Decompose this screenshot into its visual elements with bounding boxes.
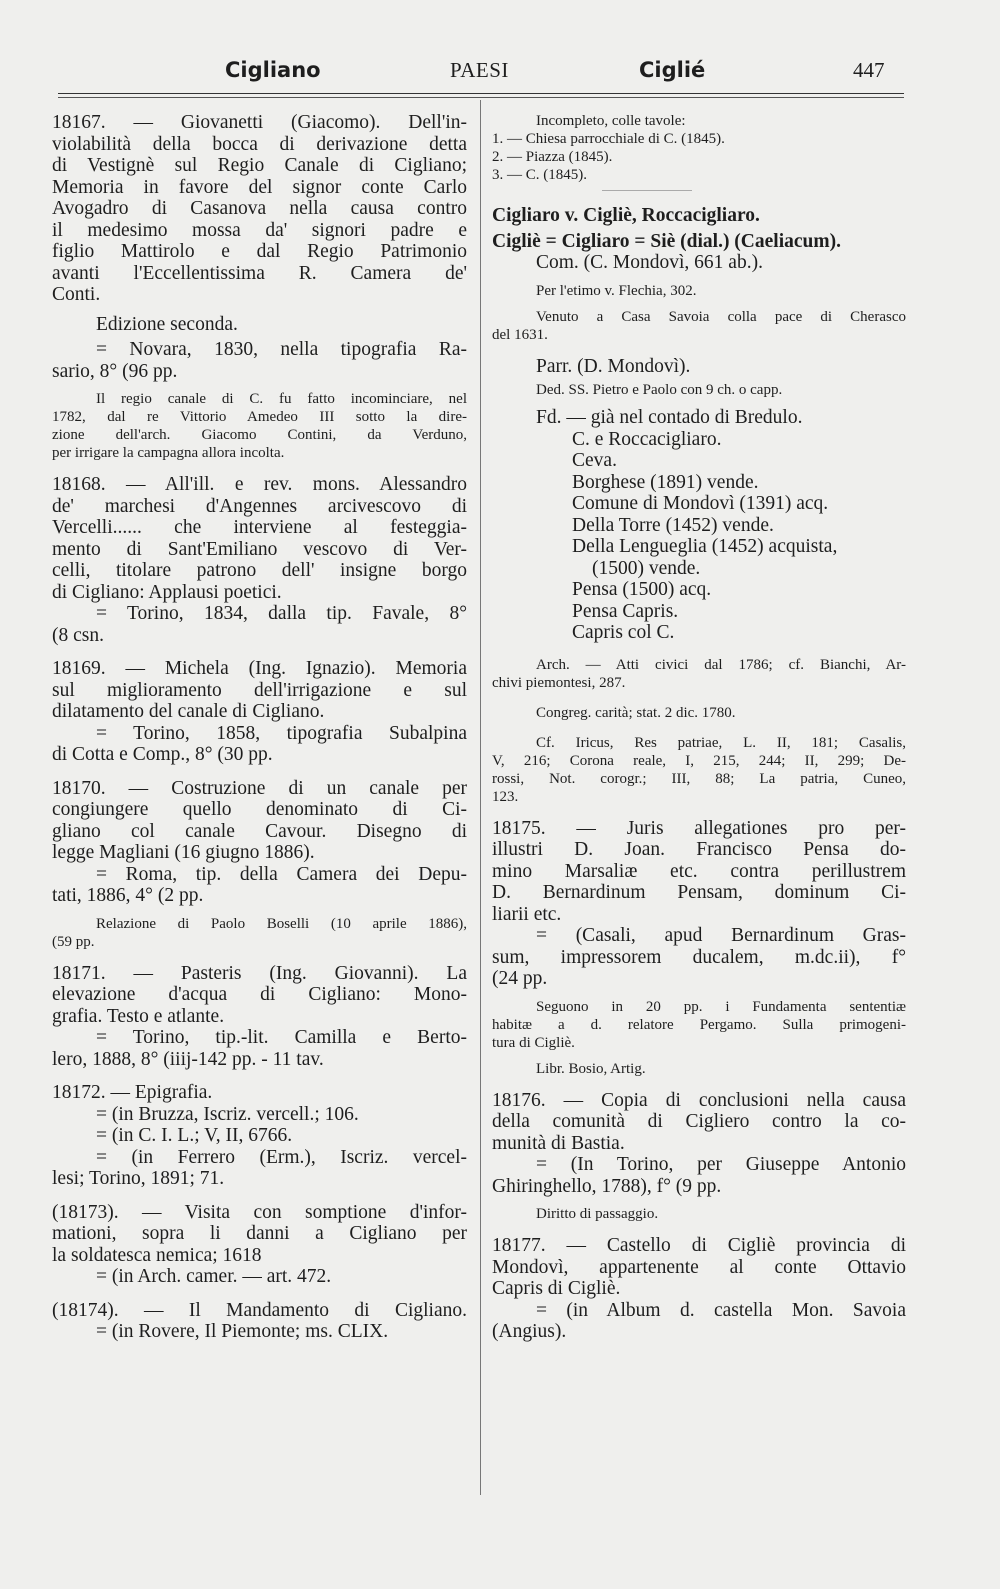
imprint-line: = (Casali, apud Bernardinum Gras- — [536, 925, 906, 946]
entry-text — [52, 112, 467, 306]
edition-line: Edizione seconda. — [96, 313, 238, 335]
page-number: 447 — [853, 58, 885, 82]
text-line: di Cigliano: Applausi poetici. — [52, 581, 282, 603]
header-center-title: PAESI — [450, 58, 509, 82]
ref-line: = (in Ferrero (Erm.), Iscriz. vercel- — [96, 1146, 467, 1168]
header-rule — [58, 93, 904, 94]
note-line: del 1631. — [492, 326, 548, 343]
etymology-note: Per l'etimo v. Flechia, 302. — [536, 282, 697, 299]
note-line: 1782, dal re Vittorio Amedeo III sotto la dire- — [52, 409, 467, 425]
history-note — [492, 308, 906, 344]
text-line: 18175. — Juris allegationes pro per- — [492, 817, 906, 839]
feud-section — [492, 407, 906, 644]
text-line: Mondovì, appartenente al conte Ottavio — [492, 1256, 906, 1278]
note-line: Relazione di Paolo Boselli (10 aprile 1886), — [96, 915, 467, 932]
entry-18177 — [492, 1235, 906, 1343]
note-line: Incompleto, colle tavole: — [536, 113, 686, 129]
note-line: tura di Cigliè. — [492, 1034, 575, 1051]
note-line: Il regio canale di C. fu fatto incominciare, nel — [96, 391, 467, 407]
note-line: Arch. — Atti civici dal 1786; cf. Bianchi, Ar- — [536, 656, 906, 673]
entry-18170 — [52, 778, 467, 951]
text-line: Avogadro di Casanova nella causa contro — [52, 198, 467, 219]
text-line: liarii etc. — [492, 903, 562, 925]
imprint-line: = (in Arch. camer. — art. 472. — [96, 1266, 332, 1287]
imprint-line: (24 pp. — [492, 968, 548, 989]
text-line: 18170. — Costruzione di un canale per — [52, 777, 467, 799]
imprint-line: = Torino, 1858, tipografia Subalpina — [96, 722, 467, 744]
note-line: 2. — Piazza (1845). — [492, 149, 613, 165]
note-line: 123. — [492, 788, 519, 805]
archive-note — [492, 656, 906, 692]
feud-holder: (1500) vende. — [592, 557, 701, 579]
text-line: gliano col canale Cavour. Disegno di — [52, 820, 467, 842]
imprint-line: = Torino, tip.-lit. Camilla e Berto- — [96, 1027, 467, 1048]
text-line: avanti l'Eccellentissima R. Camera de' — [52, 262, 467, 284]
entry-18171 — [52, 963, 467, 1071]
text-line: 18171. — Pasteris (Ing. Giovanni). La — [52, 962, 467, 984]
feud-line: Fd. — già nel contado di Bredulo. — [536, 407, 803, 428]
text-line: celli, titolare patrono dell' insigne borgo — [52, 560, 467, 581]
ref-line: lesi; Torino, 1891; 71. — [52, 1168, 225, 1189]
library-note: Libr. Bosio, Artig. — [536, 1060, 646, 1077]
text-line: (18173). — Visita con somptione d'infor- — [52, 1201, 467, 1223]
note-line: zione dell'arch. Giacomo Contini, da Verduno, — [52, 427, 467, 443]
column-divider — [480, 100, 481, 1495]
place-entry-ciglie — [492, 205, 906, 274]
congregation-note: Congreg. carità; stat. 2 dic. 1780. — [536, 704, 736, 721]
commune-line: Com. (C. Mondovì, 661 ab.). — [536, 252, 763, 273]
text-line: mento di Sant'Emiliano vescovo di Ver- — [52, 538, 467, 560]
text-line: munità di Bastia. — [492, 1132, 625, 1154]
text-line: congiungere quello denominato di Ci- — [52, 799, 467, 820]
text-line: dilatamento del canale di Cigliano. — [52, 701, 325, 722]
section-divider — [602, 190, 692, 191]
feud-holder: Pensa Capris. — [572, 600, 679, 622]
feud-holder: C. e Roccacigliaro. — [572, 428, 722, 450]
text-line: mino Marsaliæ etc. contra perillustrem — [492, 860, 906, 882]
note-line: Seguono in 20 pp. i Fundamenta sententiæ — [536, 998, 906, 1015]
entry-18168 — [52, 474, 467, 646]
text-line: violabilità della bocca di derivazione detta — [52, 133, 467, 155]
running-header — [55, 58, 905, 98]
feud-holder: Borghese (1891) vende. — [572, 471, 759, 493]
dedication-line: Ded. SS. Pietro e Paolo con 9 ch. o capp. — [536, 382, 783, 398]
imprint-line: = (In Torino, per Giuseppe Antonio — [536, 1154, 906, 1175]
header-left-title: Cigliano — [225, 58, 321, 82]
feud-holder: Della Torre (1452) vende. — [572, 514, 774, 536]
imprint-line: lero, 1888, 8° (iiij-142 pp. - 11 tav. — [52, 1048, 324, 1070]
entry-18174 — [52, 1300, 467, 1343]
ref-line: = (in C. I. L.; V, II, 6766. — [96, 1125, 293, 1146]
imprint-line: = Roma, tip. della Camera dei Depu- — [96, 863, 467, 885]
text-line: 18168. — All'ill. e rev. mons. Alessandro — [52, 474, 467, 495]
plates-note — [492, 112, 906, 184]
entry-note — [52, 390, 467, 462]
entry-18172 — [52, 1082, 467, 1190]
imprint-line: (Angius). — [492, 1321, 567, 1342]
note-line: per irrigare la campagna allora incolta. — [52, 445, 285, 461]
note-line: 1. — Chiesa parrocchiale di C. (1845). — [492, 131, 725, 147]
imprint-line: = (in Album d. castella Mon. Savoia — [536, 1299, 906, 1321]
text-line: della comunità di Cigliero contro la co- — [492, 1111, 906, 1132]
note-line: Venuto a Casa Savoia colla pace di Cherasco — [536, 308, 906, 325]
text-line: di Vestignè sul Regio Canale di Cigliano; — [52, 155, 467, 176]
feud-holder: Comune di Mondovì (1391) acq. — [572, 493, 829, 514]
imprint-line: di Cotta e Comp., 8° (30 pp. — [52, 744, 273, 765]
feud-holder: Capris col C. — [572, 622, 675, 643]
header-rule-thin — [58, 97, 904, 98]
text-line: illustri D. Joan. Francisco Pensa do- — [492, 839, 906, 860]
entry-note — [492, 998, 906, 1052]
imprint — [52, 339, 467, 382]
header-right-title: Ciglié — [639, 58, 706, 82]
left-column — [52, 112, 467, 1343]
feud-holder: Pensa (1500) acq. — [572, 579, 712, 600]
entry-18173 — [52, 1202, 467, 1288]
text-line: mationi, sopra li danni a Cigliano per — [52, 1223, 467, 1244]
imprint-line: tati, 1886, 4° (2 pp. — [52, 885, 204, 906]
text-line: Capris di Cigliè. — [492, 1278, 621, 1299]
note-line: Cf. Iricus, Res patriae, L. II, 181; Casalis, — [536, 734, 906, 751]
text-line: grafia. Testo e atlante. — [52, 1005, 225, 1027]
text-line: Memoria in favore del signor conte Carlo — [52, 176, 467, 198]
text-line: 18172. — Epigrafia. — [52, 1082, 213, 1103]
entry-18176 — [492, 1090, 906, 1224]
entry-18167 — [52, 112, 467, 462]
feud-holder: Della Lengueglia (1452) acquista, — [572, 536, 838, 557]
place-heading: Cigliè = Cigliaro = Siè (dial.) (Caeliacum). — [492, 230, 841, 252]
note-line: chivi piemontesi, 287. — [492, 674, 626, 691]
note-line: habitæ a d. relatore Pergamo. Sulla primogeni- — [492, 1016, 906, 1033]
imprint-line: Ghiringhello, 1788), f° (9 pp. — [492, 1175, 722, 1197]
right-column — [492, 112, 906, 1343]
text-line: 18177. — Castello di Cigliè provincia di — [492, 1235, 906, 1256]
imprint-line: sum, impressorem ducalem, m.dc.ii), f° — [492, 946, 906, 968]
cross-reference: Cigliaro v. Cigliè, Roccacigliaro. — [492, 205, 760, 226]
note-line: 3. — C. (1845). — [492, 167, 587, 183]
text-line: Vercelli...... che interviene al festeggia- — [52, 517, 467, 538]
entry-18169 — [52, 658, 467, 766]
entry-note: Diritto di passaggio. — [536, 1206, 659, 1222]
imprint-line: = (in Rovere, Il Piemonte; ms. CLIX. — [96, 1321, 389, 1342]
text-line: de' marchesi d'Angennes arcivescovo di — [52, 495, 467, 517]
imprint-line: = Torino, 1834, dalla tip. Favale, 8° — [96, 603, 467, 624]
text-line: D. Bernardinum Pensam, dominum Ci- — [492, 882, 906, 903]
text-line: legge Magliani (16 giugno 1886). — [52, 842, 315, 863]
text-line: elevazione d'acqua di Cigliano: Mono- — [52, 984, 467, 1005]
text-line: Conti. — [52, 284, 101, 305]
imprint-line: sario, 8° (96 pp. — [52, 360, 178, 382]
text-line: la soldatesca nemica; 1618 — [52, 1244, 262, 1266]
text-line: figlio Mattirolo e dal Regio Patrimonio — [52, 241, 467, 262]
imprint-line: (8 csn. — [52, 624, 104, 646]
entry-note — [52, 915, 467, 951]
parish-line: Parr. (D. Mondovì). — [536, 355, 691, 377]
ref-line: = (in Bruzza, Iscriz. vercell.; 106. — [96, 1103, 359, 1125]
entry-18175 — [492, 818, 906, 1078]
imprint-line: = Novara, 1830, nella tipografia Ra- — [96, 339, 467, 360]
text-line: (18174). — Il Mandamento di Cigliano. — [52, 1299, 467, 1321]
text-line: 18176. — Copia di conclusioni nella causa — [492, 1089, 906, 1111]
text-line: 18167. — Giovanetti (Giacomo). Dell'in- — [52, 112, 467, 133]
note-line: (59 pp. — [52, 933, 95, 950]
feud-holder: Ceva. — [572, 450, 617, 471]
text-line: 18169. — Michela (Ing. Ignazio). Memoria — [52, 658, 467, 679]
note-line: rossi, Not. corogr.; III, 88; La patria, Cuneo, — [492, 770, 906, 787]
cf-note — [492, 734, 906, 806]
text-line: il medesimo mossa da' signori padre e — [52, 219, 467, 241]
text-line: sul miglioramento dell'irrigazione e sul — [52, 679, 467, 701]
note-line: V, 216; Corona reale, I, 215, 244; II, 299; De- — [492, 752, 906, 769]
